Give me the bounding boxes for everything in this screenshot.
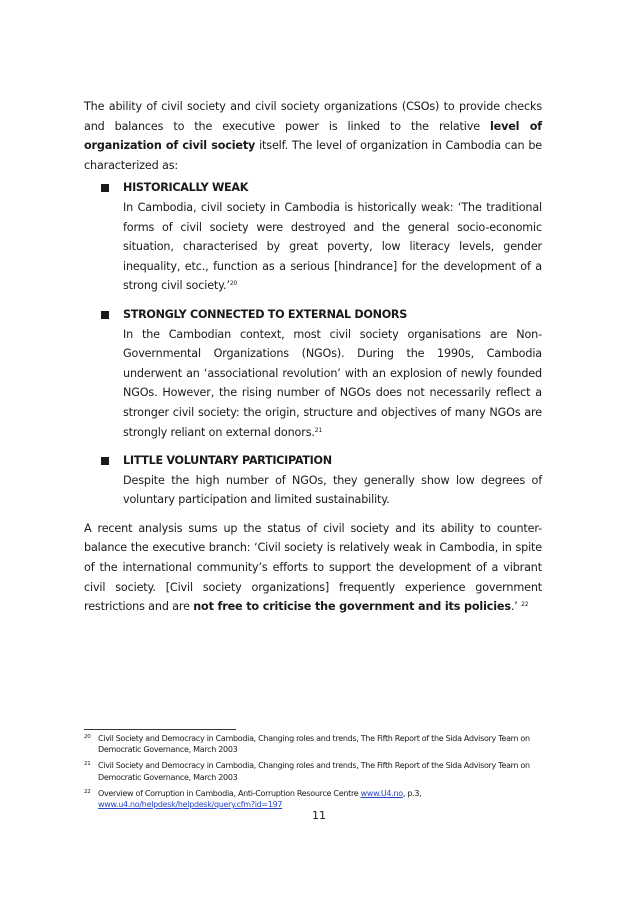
- bullet-body: Despite the high number of NGOs, they generally show low degrees of voluntary participation and limited sustainability.: [123, 473, 542, 507]
- footnote-separator: [84, 729, 236, 730]
- conclusion-text-2: .’: [510, 600, 518, 614]
- bullet-item-external-donors: [84, 305, 542, 442]
- footnote-22: [84, 788, 544, 810]
- conclusion-text-1: A recent analysis sums up the status of civil society and its ability to counter-balance the executive branch: ‘Civil society is relatively weak in Cambodia, in spite of the international community’s efforts to support the development of a vibrant civil society. [Civil society organizations] frequently experience government restrictions and are: [84, 521, 542, 614]
- bullet-body: In the Cambodian context, most civil society organisations are Non-Governmental Organizations (NGOs). During the 1990s, Cambodia underwent an ‘associational revolution’ with an explosion of newly founded NGOs. However, the rising number of NGOs does not necessarily reflect a stronger civil society: the origin, structure and objectives of many NGOs are strongly reliant on external donors.$^{21}$: [123, 327, 542, 439]
- intro-text-1: The ability of civil society and civil society organizations (CSOs) to provide checks and balances to the executive power is linked to the relative: [84, 100, 542, 133]
- footnote-20: [84, 733, 544, 755]
- intro-text-2: itself. The level of organization in Cambodia can be characterized as:: [84, 139, 543, 172]
- square-bullet-icon: [101, 457, 109, 465]
- u4-link[interactable]: www.U4.no: [360, 788, 403, 798]
- bullet-heading: LITTLE VOLUNTARY PARTICIPATION: [123, 454, 332, 468]
- footnote-text-2: , p.3,: [402, 788, 422, 798]
- footnote-number: 21: [84, 761, 91, 768]
- footnote-text: Overview of Corruption in Cambodia, Anti-Corruption Resource Centre: [98, 788, 361, 798]
- conclusion-paragraph: [84, 519, 542, 617]
- square-bullet-icon: [101, 184, 109, 192]
- bullet-heading: HISTORICALLY WEAK: [123, 181, 249, 195]
- intro-paragraph: [84, 97, 542, 175]
- bullet-body: In Cambodia, civil society in Cambodia is historically weak: ‘The traditional forms of civil society were destroyed and the general socio-economic situation, characterised by great poverty, low literacy levels, gender inequality, etc., function as a serious [hindrance] for the development of a strong civil society.’$^{20}$: [123, 200, 542, 293]
- square-bullet-icon: [101, 311, 109, 319]
- bullet-item-voluntary-participation: [84, 451, 542, 510]
- footnote-ref-21: 21: [314, 426, 323, 434]
- main-text: [84, 97, 542, 617]
- footnote-21: [84, 760, 544, 782]
- bullet-list: [84, 178, 542, 510]
- u4-helpdesk-link[interactable]: www.u4.no/helpdesk/helpdesk/query.cfm?id=197: [98, 800, 283, 810]
- footnote-number: 22: [84, 788, 91, 795]
- footnote-ref-22: 22: [521, 601, 529, 609]
- page-number: 11: [312, 809, 326, 822]
- footnotes: [84, 733, 544, 815]
- footnote-text: Civil Society and Democracy in Cambodia, Changing roles and trends, The Fifth Report of the Sida Advisory Team on Democratic Governance, March 2003: [98, 761, 530, 782]
- intro-bold-1: level of organization of civil society: [84, 119, 542, 153]
- footnote-ref-20: 20: [229, 280, 238, 288]
- footnote-text: Civil Society and Democracy in Cambodia, Changing roles and trends, The Fifth Report of the Sida Advisory Team on Democratic Governance, March 2003: [98, 734, 530, 755]
- conclusion-bold-1: not free to criticise the government and its policies: [193, 600, 511, 614]
- footnote-number: 20: [84, 734, 91, 740]
- bullet-item-historically-weak: [84, 178, 542, 296]
- bullet-heading: STRONGLY CONNECTED TO EXTERNAL DONORS: [123, 307, 407, 321]
